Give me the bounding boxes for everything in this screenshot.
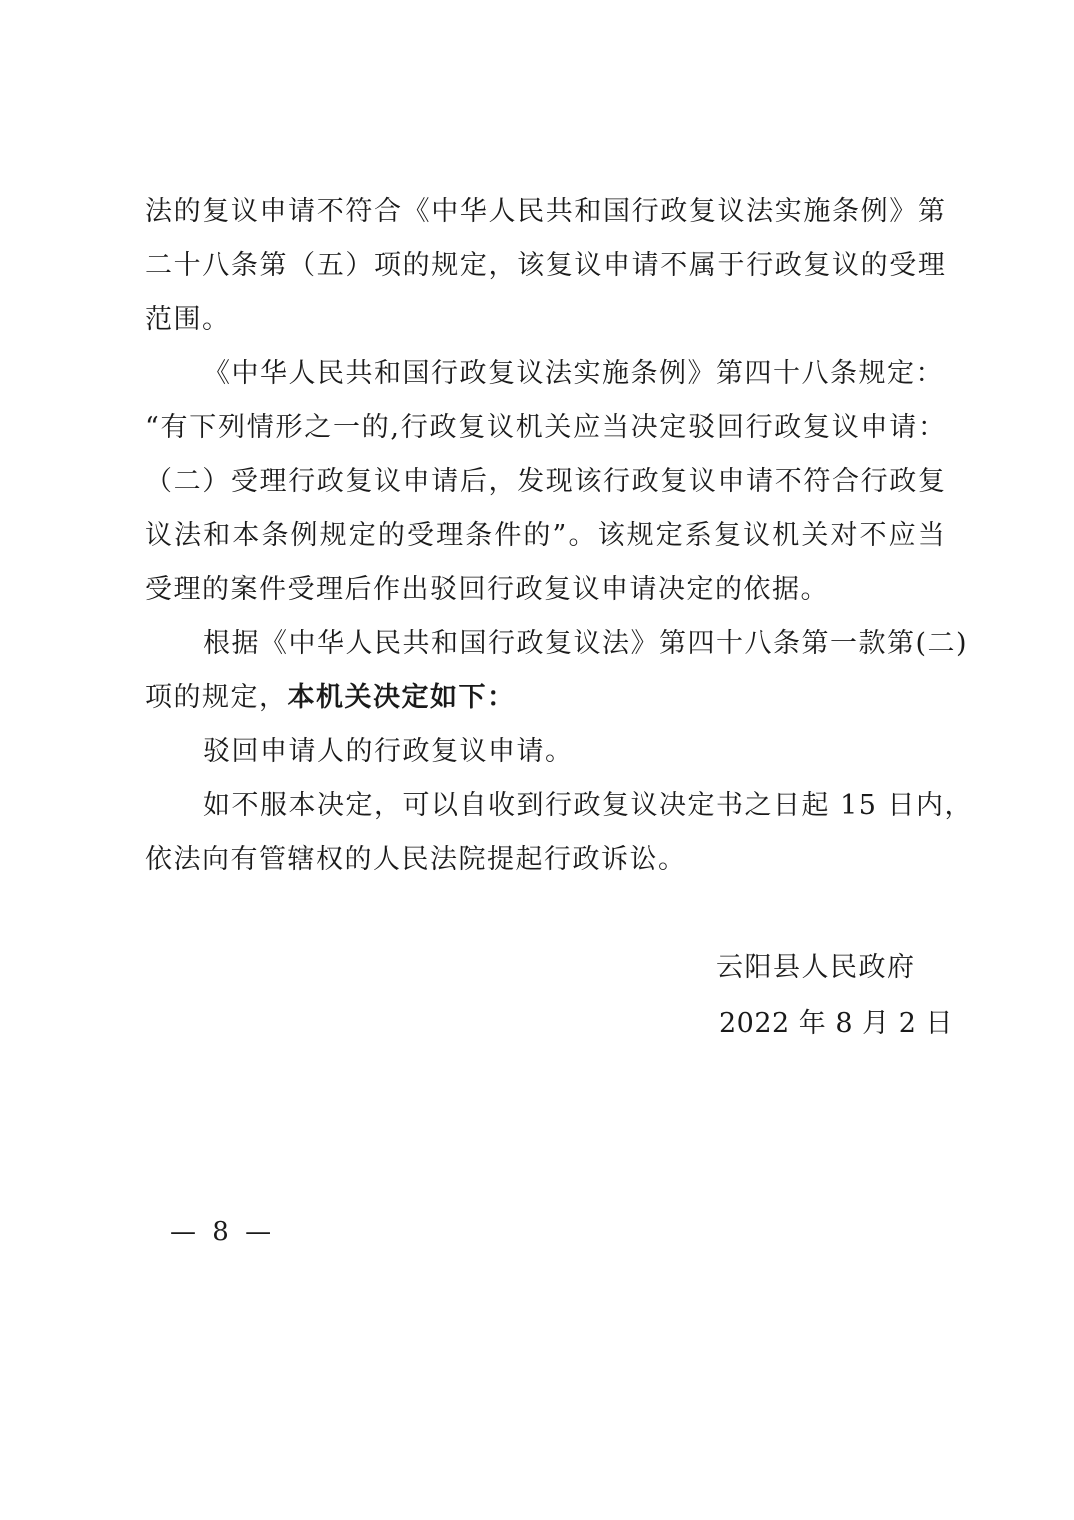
paragraph-2-line-2: “ 有 下 列 情 形 之 一 的 , 行 政 复 议 机 关 应 当 决 定 驳 回 行 政 复 议 申 请 ：: [145, 412, 945, 443]
page-number: — 8 —: [170, 1217, 276, 1247]
paragraph-3-line-1: 根据《中华人民共和国行政复议法》第四十八条第一款第(二): [203, 628, 969, 659]
paragraph-2-line-5: 受理的案件受理后作出驳回行政复议申请决定的依据。: [145, 574, 829, 605]
paragraph-1-line-2: 二 十 八 条 第 （ 五 ） 项 的 规 定 ， 该 复 议 申 请 不 属 于 行 政 复 议 的 受 理: [145, 250, 945, 281]
paragraph-2-line-3: （ 二 ） 受 理 行 政 复 议 申 请 后 ， 发 现 该 行 政 复 议 申 请 不 符 合 行 政 复: [145, 466, 945, 497]
paragraph-2-line-1: 《中华人民共和国行政复议法实施条例》第四十八条规定：: [203, 358, 944, 389]
paragraph-3-text: 项的规定，: [145, 682, 288, 713]
paragraph-5-line-2: 依法向有管辖权的人民法院提起行政诉讼。: [145, 844, 687, 875]
signature-date: 2022 年 8 月 2 日: [719, 1008, 953, 1039]
decision-heading: 本机关决定如下：: [287, 682, 516, 713]
decision-text: 驳回申请人的行政复议申请。: [203, 736, 574, 767]
paragraph-2-line-4: 议 法 和 本 条 例 规 定 的 受 理 条 件 的 ” 。 该 规 定 系 复 议 机 关 对 不 应 当: [145, 520, 945, 551]
paragraph-1-line-1: 法 的 复 议 申 请 不 符 合 《 中 华 人 民 共 和 国 行 政 复 议 法 实 施 条 例 》 第: [145, 196, 945, 227]
paragraph-3-line-2: [145, 678, 945, 718]
paragraph-5-line-1: 如不服本决定，可以自收到行政复议决定书之日起 15 日内，: [203, 790, 974, 821]
paragraph-1-line-3: 范围。: [145, 304, 231, 335]
signature-organization: 云阳县人民政府: [716, 952, 916, 983]
